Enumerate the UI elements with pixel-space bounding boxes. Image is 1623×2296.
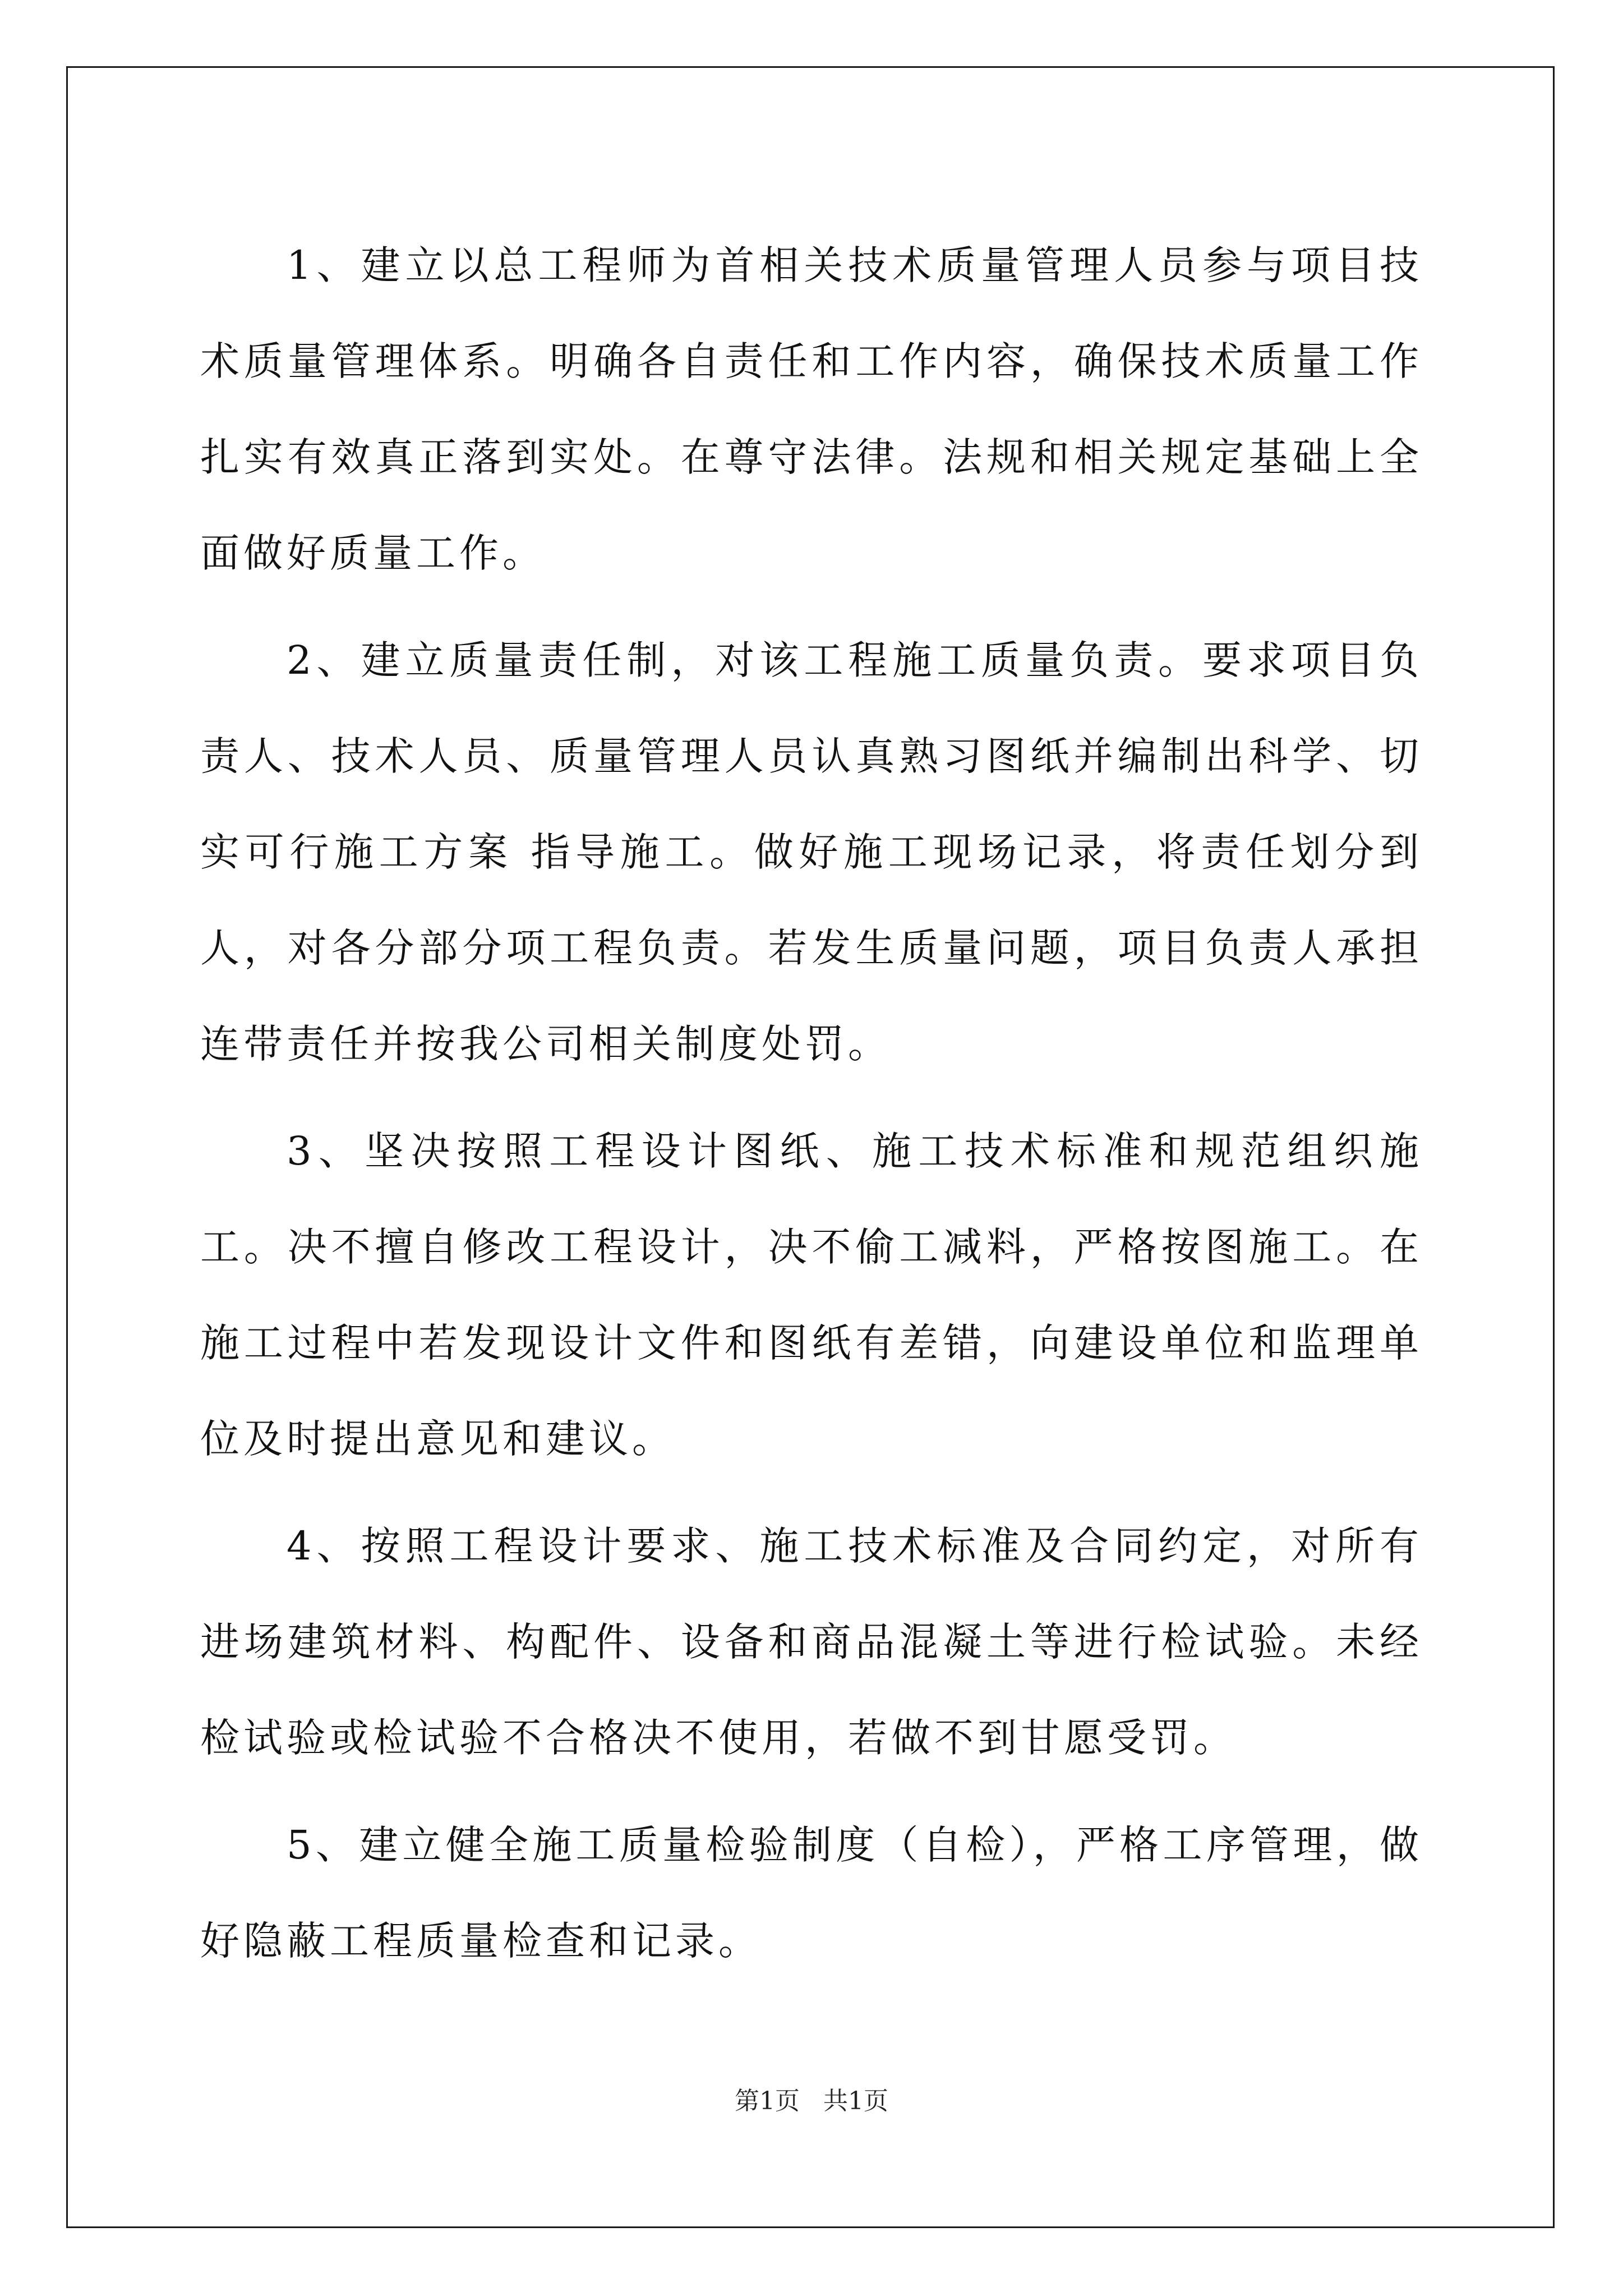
page-number-total: 共1页 xyxy=(823,2087,888,2115)
document-body xyxy=(200,218,1423,2000)
paragraph-4: 4、按照工程设计要求、施工技术标准及合同约定，对所有进场建筑材料、构配件、设备和商品混凝土等进行检试验。未经检试验或检试验不合格决不使用，若做不到甘愿受罚。 xyxy=(200,1523,1423,1761)
paragraph-2: 2、建立质量责任制，对该工程施工质量负责。要求项目负责人、技术人员、质量管理人员认真熟习图纸并编制出科学、切实可行施工方案 指导施工。做好施工现场记录，将责任划分到人，对各分部分项工程负责。若发生质量问题，项目负责人承担连带责任并按我公司相关制度处罚。 xyxy=(200,637,1423,1067)
paragraph-3: 3、坚决按照工程设计图纸、施工技术标准和规范组织施工。决不擅自修改工程设计，决不偷工减料，严格按图施工。在施工过程中若发现设计文件和图纸有差错，向建设单位和监理单位及时提出意见和建议。 xyxy=(200,1128,1423,1462)
paragraph-1: 1、建立以总工程师为首相关技术质量管理人员参与项目技术质量管理体系。明确各自责任和工作内容，确保技术质量工作扎实有效真正落到实处。在尊守法律。法规和相关规定基础上全面做好质量工作。 xyxy=(200,242,1423,576)
page-number-current: 第1页 xyxy=(735,2087,800,2115)
paragraph-5: 5、建立健全施工质量检验制度（自检），严格工序管理，做好隐蔽工程质量检查和记录。 xyxy=(200,1822,1423,1964)
page-footer xyxy=(0,2085,1623,2118)
